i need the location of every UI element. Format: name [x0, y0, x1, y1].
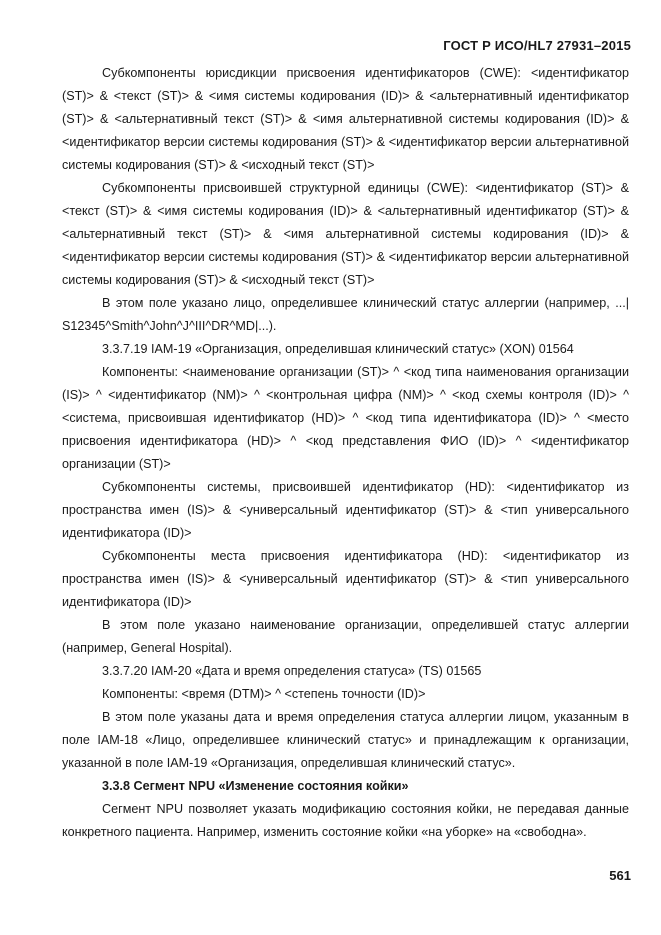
section-heading-npu: 3.3.8 Сегмент NPU «Изменение состояния койки» [102, 779, 409, 793]
page-number: 561 [609, 868, 631, 883]
paragraph-jurisdiction-subcomponents: Субкомпоненты юрисдикции присвоения идентификаторов (CWE): <идентификатор (ST)> & <текст (ST)> & <имя системы кодирования (ID)> & <альтернативный идентификатор (ST)> & <альтернативный текст (ST)> & <имя альтернативной системы кодирования (ID)> & <идентификатор версии системы кодирования (ST)> & <идентификатор версии альтернативной системы кодирования (ST)> & <исходный текст (ST)> [62, 66, 629, 172]
section-heading-iam-20: 3.3.7.20 IAM-20 «Дата и время определения статуса» (TS) 01565 [102, 664, 482, 678]
paragraph-organization-description: В этом поле указано наименование организации, определившей статус аллергии (например, General Hospital). [62, 618, 629, 655]
paragraph-hd-system-subcomponents: Субкомпоненты системы, присвоившей идентификатор (HD): <идентификатор из пространства имен (IS)> & <универсальный идентификатор (ST)> & <тип универсального идентификатора (ID)> [62, 480, 629, 540]
paragraph-hd-place-subcomponents: Субкомпоненты места присвоения идентификатора (HD): <идентификатор из пространства имен (IS)> & <универсальный идентификатор (ST)> & <тип универсального идентификатора (ID)> [62, 549, 629, 609]
section-heading-iam-19: 3.3.7.19 IAM-19 «Организация, определившая клинический статус» (XON) 01564 [102, 342, 574, 356]
paragraph-iam-20-components: Компоненты: <время (DTM)> ^ <степень точности (ID)> [102, 687, 426, 701]
paragraph-iam-19-components: Компоненты: <наименование организации (ST)> ^ <код типа наименования организации (IS)> ^ <идентификатор (NM)> ^ <контрольная цифра (NM)> ^ <код схемы контроля (ID)> ^ <система, присвоившая идентификатор (HD)> ^ <код типа идентификатора (ID)> ^ <место присвоения идентификатора (HD)> ^ <код представления ФИО (ID)> ^ <идентификатор организации (ST)> [62, 365, 629, 471]
standard-header: ГОСТ Р ИСО/HL7 27931–2015 [443, 38, 631, 53]
paragraph-person-description: В этом поле указано лицо, определившее клинический статус аллергии (например, ...| S12345^Smith^John^J^III^DR^MD|...). [62, 296, 629, 333]
paragraph-datetime-description: В этом поле указаны дата и время определения статуса аллергии лицом, указанным в поле IAM-18 «Лицо, определившее клинический статус» и принадлежащим к организации, указанной в поле IAM-19 «Организация, определившая клинический статус». [62, 710, 629, 770]
paragraph-npu-description: Сегмент NPU позволяет указать модификацию состояния койки, не передавая данные конкретного пациента. Например, изменить состояние койки «на уборке» на «свободна». [62, 802, 629, 839]
paragraph-assigning-unit-subcomponents: Субкомпоненты присвоившей структурной единицы (CWE): <идентификатор (ST)> & <текст (ST)> & <имя системы кодирования (ID)> & <альтернативный идентификатор (ST)> & <альтернативный текст (ST)> & <имя альтернативной системы кодирования (ID)> & <идентификатор версии системы кодирования (ST)> & <идентификатор версии альтернативной системы кодирования (ST)> & <исходный текст (ST)> [62, 181, 629, 287]
document-body [62, 62, 629, 844]
